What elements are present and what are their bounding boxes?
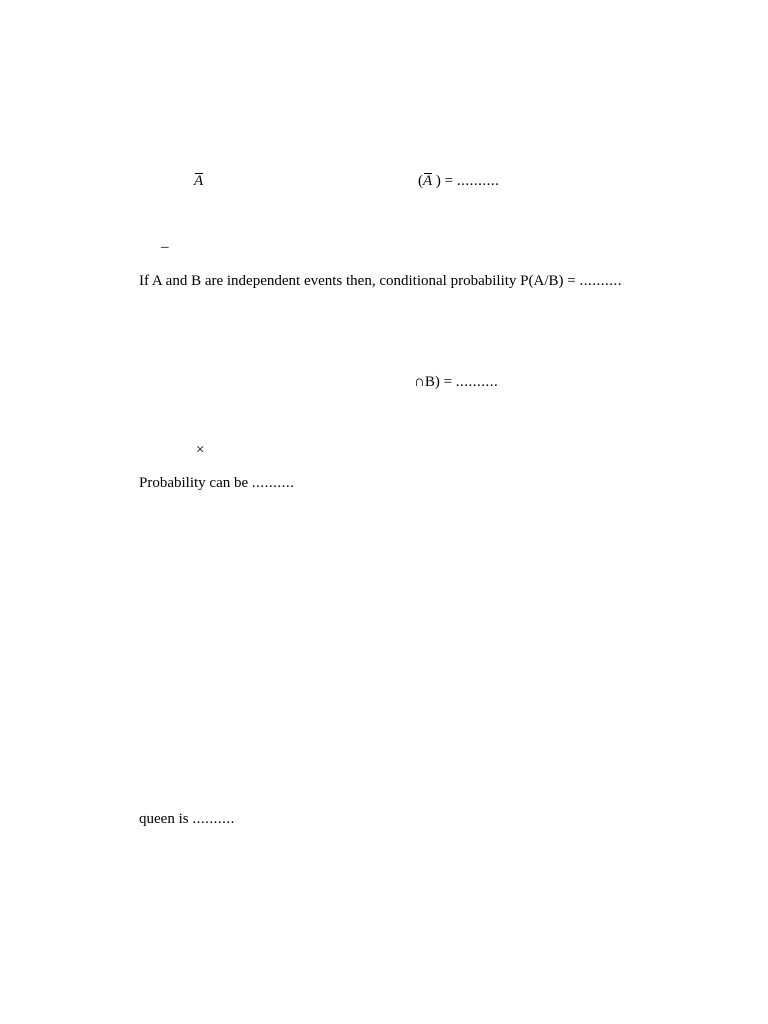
times-text: × [196, 442, 205, 458]
intersection-equation [414, 375, 498, 390]
a-bar-letter: A [194, 173, 204, 189]
answer-blank: .......... [192, 811, 235, 827]
answer-blank: .......... [455, 374, 499, 390]
a-bar-equation [418, 174, 499, 189]
question-independent-events [139, 274, 622, 289]
question-text: queen is [139, 811, 193, 827]
answer-blank: .......... [251, 475, 295, 491]
dash-fragment [161, 240, 169, 255]
equation-close: ) = [432, 173, 457, 189]
answer-blank: .......... [456, 173, 500, 189]
intersection-text: ∩B) = [414, 374, 456, 390]
a-bar-letter-in-equation: A [423, 173, 433, 189]
dash-text: – [161, 239, 169, 255]
a-bar-symbol [194, 174, 203, 189]
question-text: If A and B are independent events then, conditional probability P(A/B) = [139, 273, 580, 289]
times-symbol [196, 443, 204, 458]
question-text: Probability can be [139, 475, 252, 491]
open-paren: ( [418, 173, 423, 189]
question-probability-can-be [139, 476, 294, 491]
answer-blank: .......... [579, 273, 622, 289]
question-queen [139, 812, 235, 827]
